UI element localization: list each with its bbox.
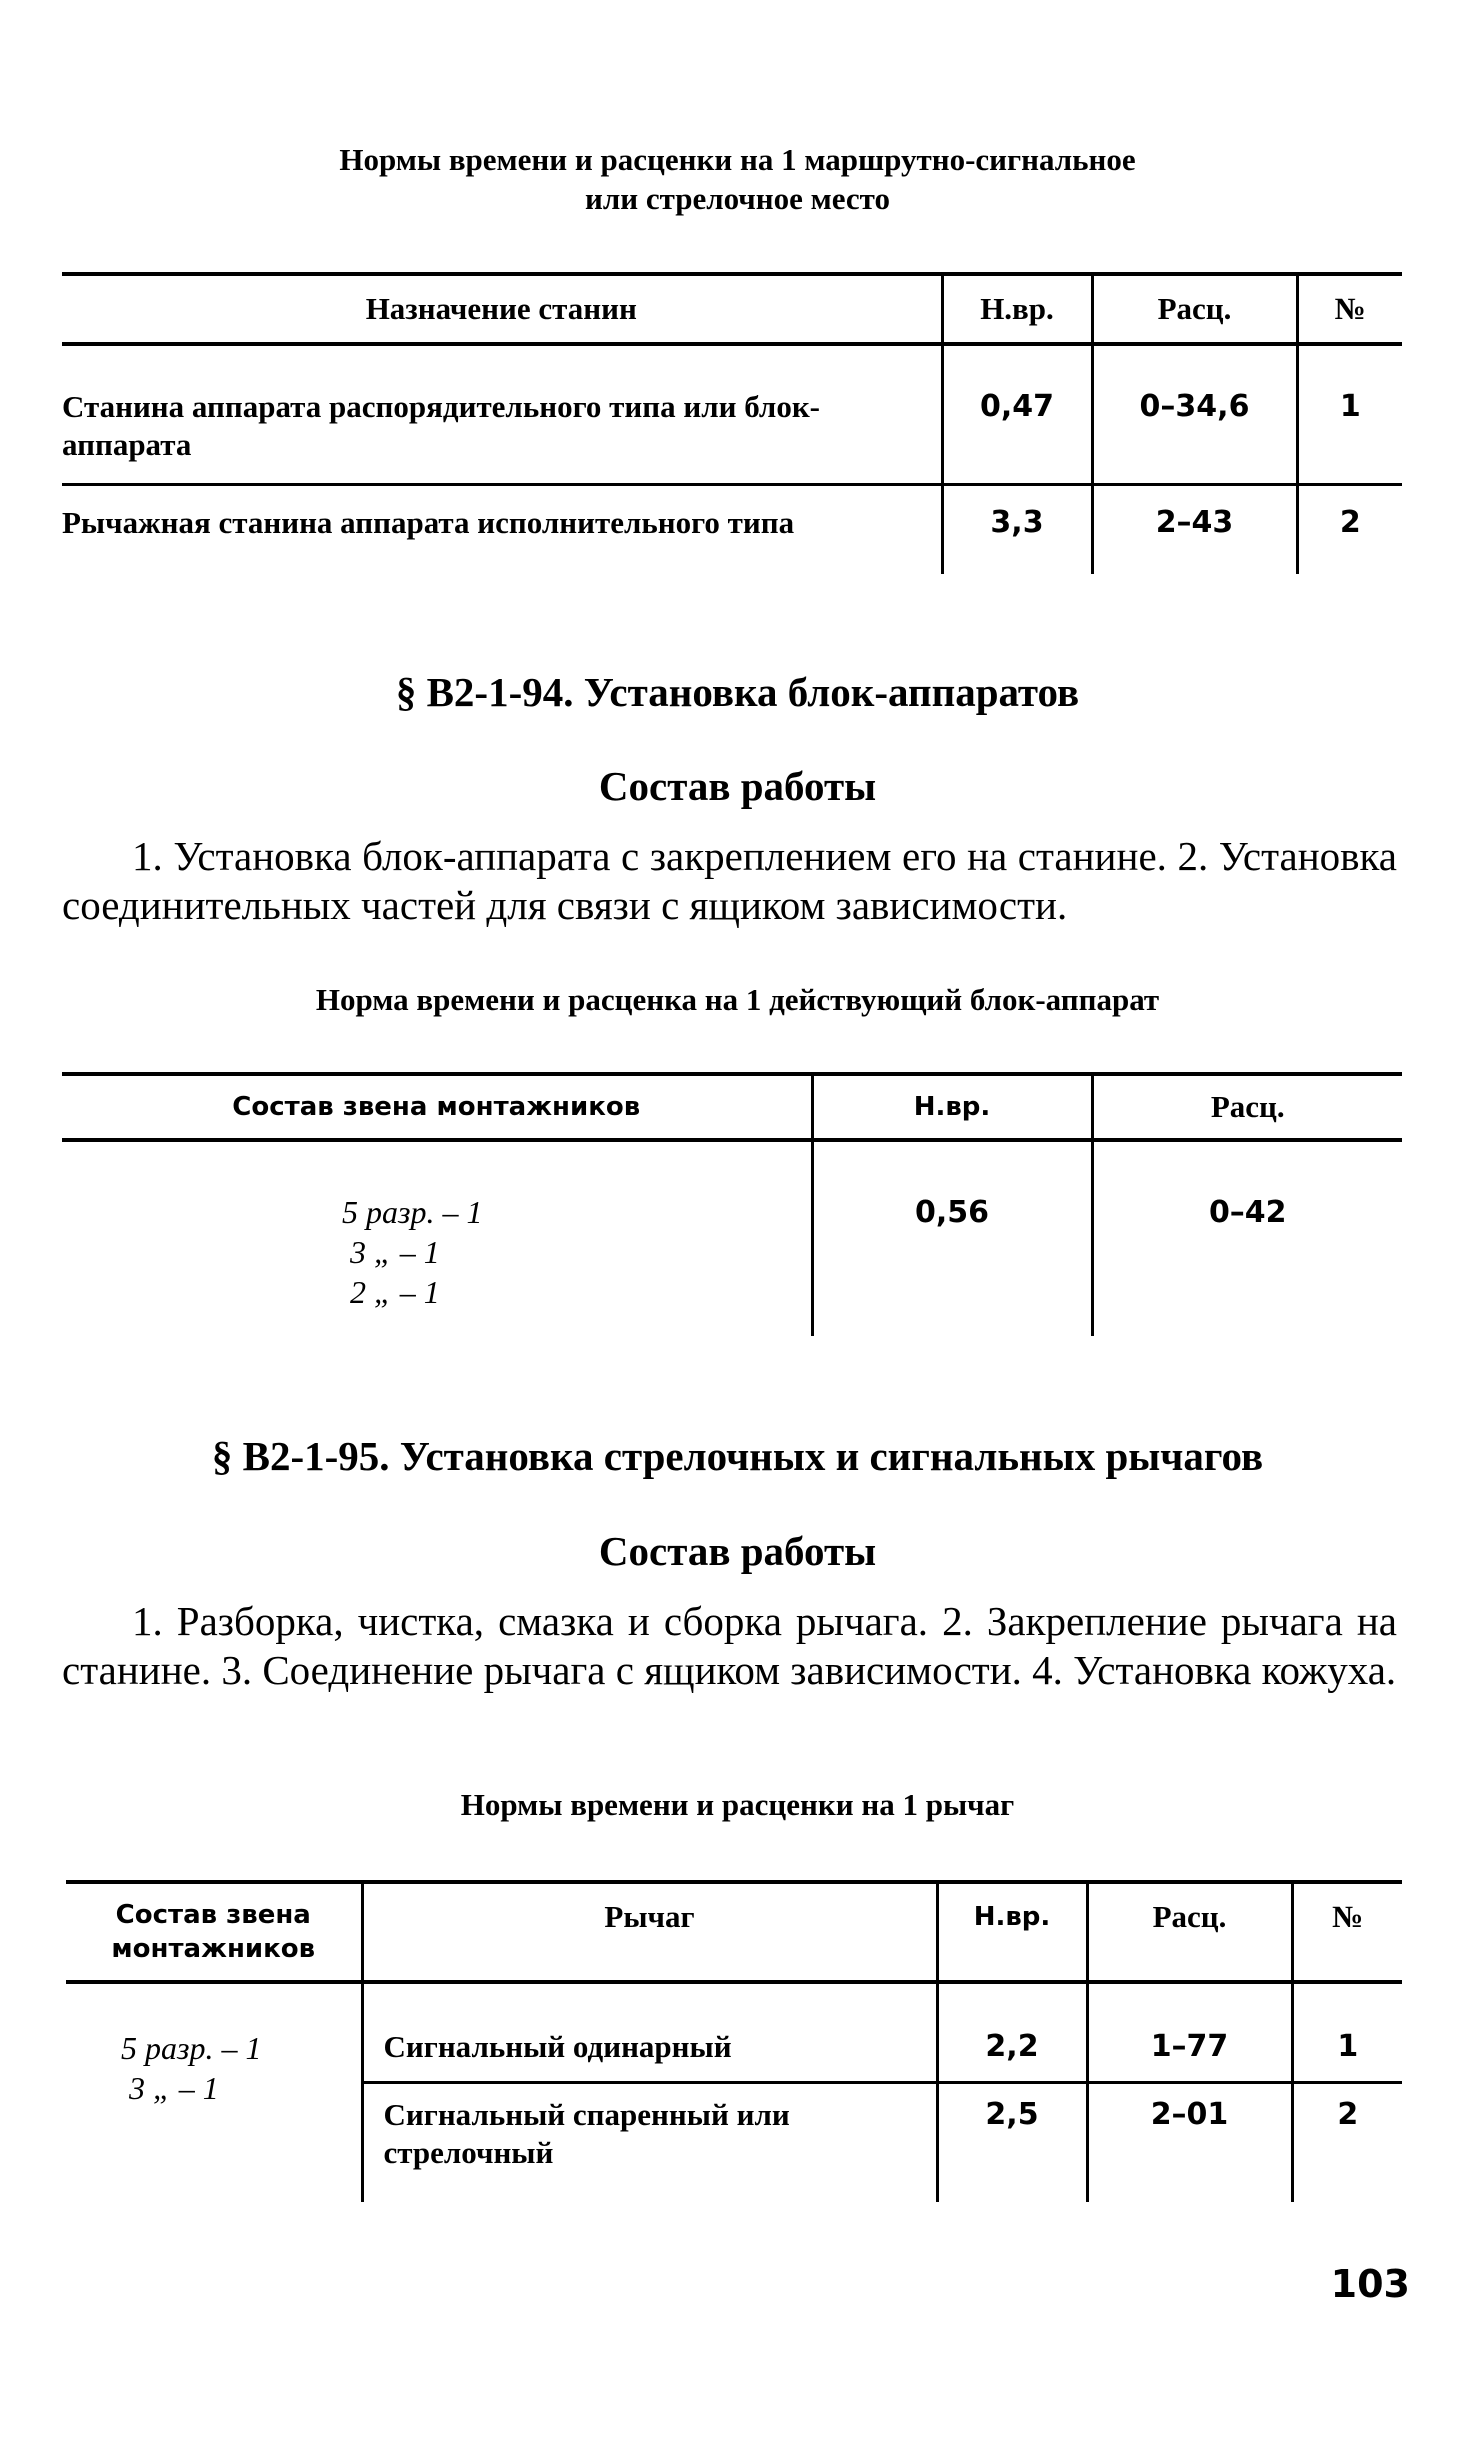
table3-caption: Нормы времени и расценки на 1 рычаг [460,1787,1015,1822]
table3-row1-lever: Сигнальный одинарный [362,1982,937,2082]
table3-header-rasc: Расц. [1087,1882,1292,1982]
table2-rasc: 0–42 [1092,1140,1402,1336]
table2-crew-line3: 2 „ – 1 [350,1274,440,1310]
table3-header-nvr: Н.вр. [937,1882,1087,1982]
table2-header-rasc: Расц. [1092,1074,1402,1140]
table3-header-no: № [1292,1882,1402,1982]
section95-text: 1. Разборка, чистка, смазка и сборка рычага. 2. Закрепление рычага на станине. 3. Соединение рычага с ящиком зависимости. 4. Установка кожуха. [62,1598,1397,1693]
table1-row2-no: 2 [1297,484,1402,574]
table1-caption-line1: Нормы времени и расценки на 1 маршрутно-сигнальное [339,142,1136,177]
table1-header-no: № [1297,274,1402,344]
table2-crew-line2: 3 „ – 1 [350,1234,440,1270]
table1-caption-line2: или стрелочное место [584,181,890,216]
table3-row2-no: 2 [1292,2082,1402,2202]
page-number: 103 [1330,2262,1410,2306]
table1-row2-name: Рычажная станина аппарата исполнительного типа [62,484,942,574]
table2-crew-cell [62,1140,812,1336]
table1-row1-name: Станина аппарата распорядительного типа или блок-аппарата [62,389,821,462]
table2-nvr: 0,56 [812,1140,1092,1336]
table1-row2-rasc: 2–43 [1092,484,1297,574]
table1 [62,272,1402,574]
table3 [66,1880,1402,2202]
section95-title: § В2-1-95. Установка стрелочных и сигнальных рычагов [211,1433,1264,1479]
table1-row1-no: 1 [1297,344,1402,484]
table3-row2-rasc: 2–01 [1087,2082,1292,2202]
table1-row1-nvr: 0,47 [942,344,1092,484]
section94-subtitle: Состав работы [598,763,877,809]
table-row [62,344,1402,484]
table3-crew-line2: 3 „ – 1 [129,2070,219,2106]
table-row [62,484,1402,574]
table2-header-nvr: Н.вр. [812,1074,1092,1140]
table2-header-crew: Состав звена монтажников [232,1092,641,1122]
section94-text: 1. Установка блок-аппарата с закреплением его на станине. 2. Установка соединительных частей для связи с ящиком зависимости. [62,833,1397,928]
table-row [66,1982,1402,2082]
table2-crew-line1: 5 разр. – 1 [342,1194,483,1230]
table3-row2-nvr: 2,5 [937,2082,1087,2202]
table3-header-crew: Состав звена монтажников [111,1900,316,1964]
table3-row2-lever: Сигнальный спаренный или стрелочный [362,2082,937,2202]
table1-header-rasc: Расц. [1092,274,1297,344]
table3-row1-nvr: 2,2 [937,1982,1087,2082]
table3-header-lever: Рычаг [362,1882,937,1982]
section95-subtitle: Состав работы [598,1528,877,1574]
table1-header-nvr: Н.вр. [942,274,1092,344]
table1-row1-rasc: 0–34,6 [1092,344,1297,484]
table1-row2-nvr: 3,3 [942,484,1092,574]
table3-row1-no: 1 [1292,1982,1402,2082]
table3-crew-cell [66,1982,362,2202]
table1-caption [0,140,1475,218]
table-row [62,1140,1402,1336]
table2 [62,1072,1402,1336]
table2-caption: Норма времени и расценка на 1 действующий блок-аппарат [315,982,1160,1017]
table1-header-purpose: Назначение станин [365,291,637,326]
section94-title: § В2-1-94. Установка блок-аппаратов [395,669,1080,715]
table3-crew-line1: 5 разр. – 1 [121,2030,262,2066]
table3-row1-rasc: 1–77 [1087,1982,1292,2082]
